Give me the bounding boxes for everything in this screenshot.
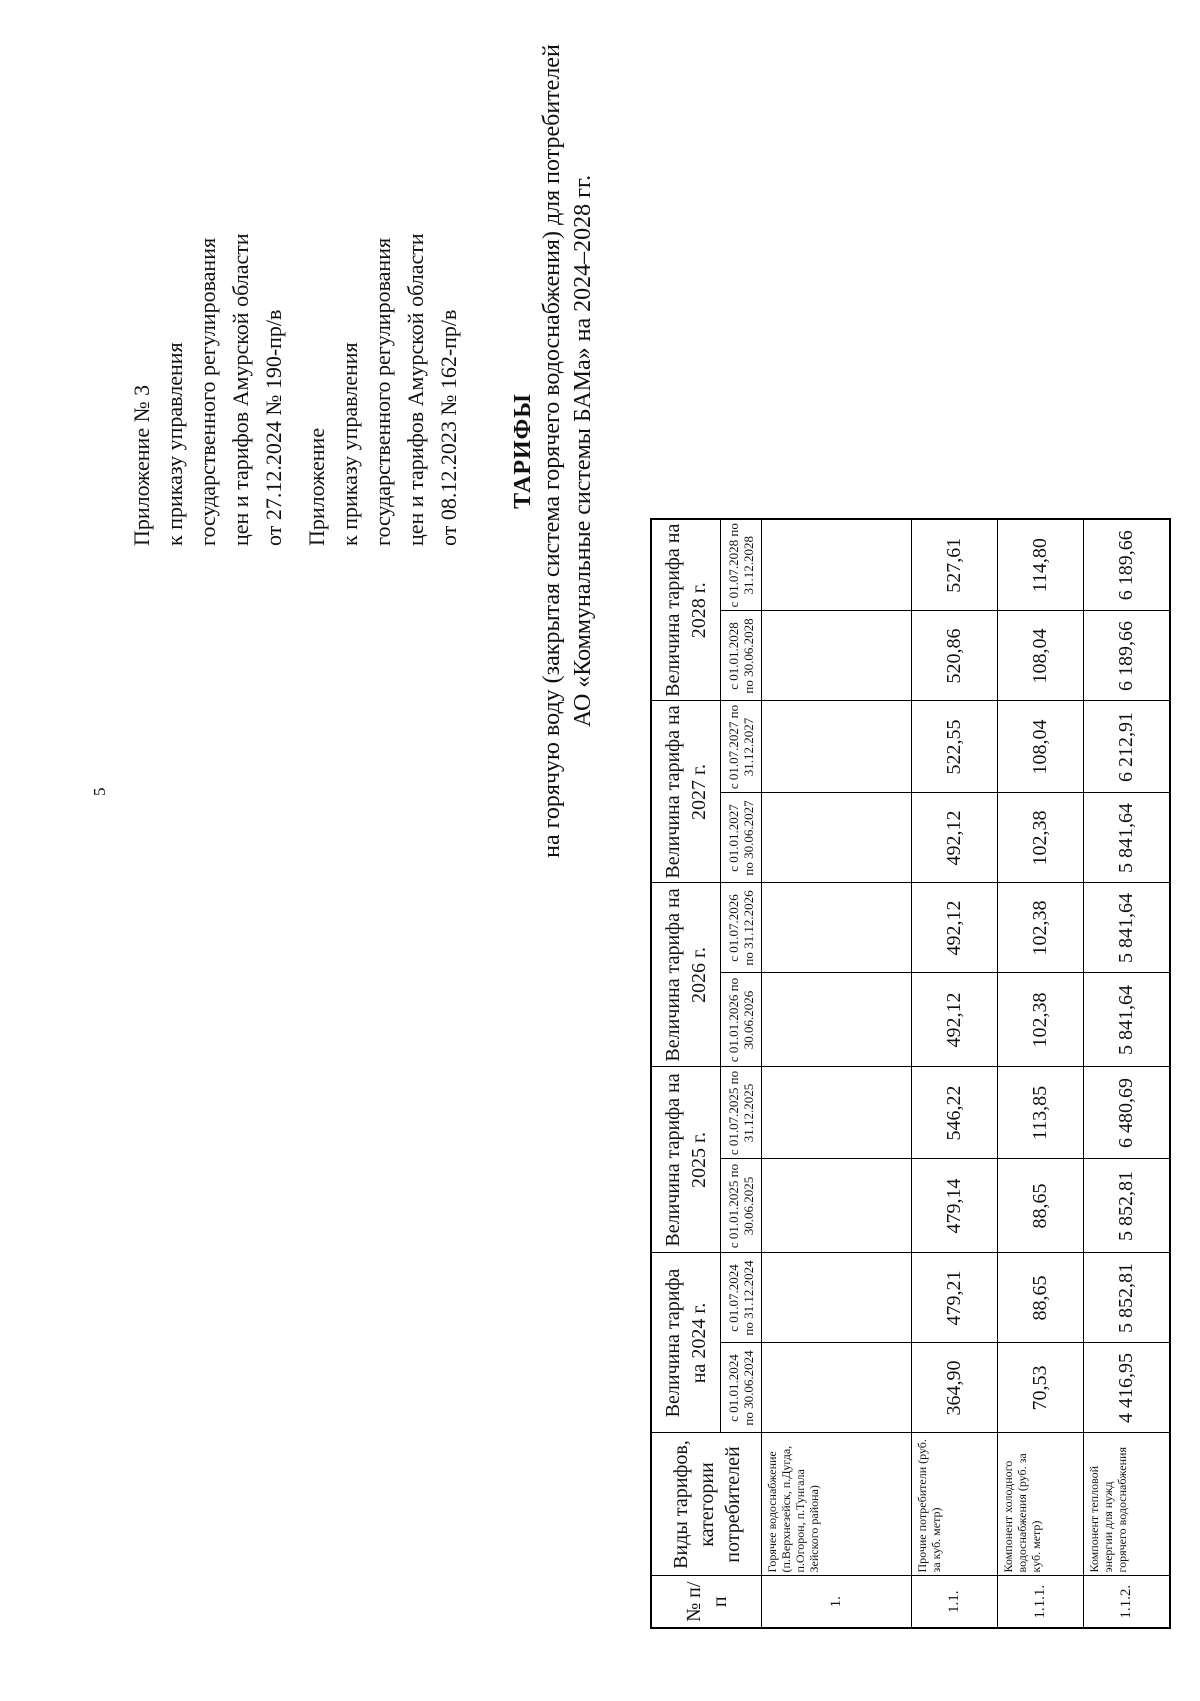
document-subtitle-line: АО «Коммунальные системы БАМа» на 2024–2028 гг.	[570, 174, 596, 728]
tariff-value: 5 852,81	[1084, 1159, 1171, 1253]
tariff-value: 520,86	[912, 611, 998, 701]
approval-line: к приказу управления	[337, 342, 362, 546]
tariff-value: 102,38	[998, 883, 1084, 973]
approval-line: от 08.12.2023 № 162-пр/в	[436, 309, 461, 546]
tariff-value	[762, 973, 912, 1067]
header-period: с 01.01.2027 по 30.06.2027	[721, 793, 762, 883]
approval-note-current	[125, 0, 290, 546]
tariff-value: 492,12	[912, 883, 998, 973]
tariff-value	[762, 611, 912, 701]
title-block	[510, 0, 599, 1101]
tariff-value: 5 841,64	[1084, 973, 1171, 1067]
tariff-value: 527,61	[912, 519, 998, 611]
approval-line: Приложение	[304, 427, 329, 546]
header-period: с 01.07.2025 по 31.12.2025	[721, 1067, 762, 1159]
table-row	[762, 519, 912, 1628]
tariff-value	[762, 519, 912, 611]
tariff-value	[762, 883, 912, 973]
table-row	[1084, 519, 1171, 1628]
tariff-value	[762, 701, 912, 793]
approval-line: цен и тарифов Амурской области	[403, 233, 428, 546]
row-number: 1.1.1.	[998, 1576, 1084, 1628]
approval-line: цен и тарифов Амурской области	[228, 233, 253, 546]
row-number: 1.	[762, 1576, 912, 1628]
header-period: с 01.07.2026 по 31.12.2026	[721, 883, 762, 973]
approval-line: Приложение № 3	[129, 384, 154, 546]
document-title: ТАРИФЫ	[510, 393, 536, 509]
tariff-value: 479,21	[912, 1253, 998, 1343]
approval-line: государственного регулирования	[195, 237, 220, 546]
row-number: 1.1.2.	[1084, 1576, 1171, 1628]
tariff-value: 546,22	[912, 1067, 998, 1159]
header-year: Величина тарифа на 2026 г.	[651, 883, 721, 1067]
tariff-value: 6 189,66	[1084, 519, 1171, 611]
approval-line: к приказу управления	[162, 342, 187, 546]
tariff-value: 6 480,69	[1084, 1067, 1171, 1159]
tariff-value: 108,04	[998, 611, 1084, 701]
header-year: Величина тарифа на 2025 г.	[651, 1067, 721, 1253]
row-category: Компонент холодного водоснабжения (руб. за куб. метр)	[998, 1433, 1084, 1576]
tariff-value	[762, 1253, 912, 1343]
tariff-value: 522,55	[912, 701, 998, 793]
tariff-value	[762, 1159, 912, 1253]
tariff-value: 108,04	[998, 701, 1084, 793]
document-subtitle-line: на горячую воду (закрытая система горячего водоснабжения) для потребителей	[539, 44, 565, 858]
row-number: 1.1.	[912, 1576, 998, 1628]
tariff-value: 492,12	[912, 973, 998, 1067]
tariff-value: 4 416,95	[1084, 1343, 1171, 1433]
header-year: Величина тарифа на 2027 г.	[651, 701, 721, 883]
header-period: с 01.01.2025 по 30.06.2025	[721, 1159, 762, 1253]
tariff-value	[762, 1343, 912, 1433]
header-category: Виды тарифов, категории потребителей	[651, 1433, 762, 1576]
row-category: Компонент тепловой энергии для нужд горячего водоснабжения	[1084, 1433, 1171, 1576]
tariff-table	[650, 518, 1171, 1629]
tariff-value: 70,53	[998, 1343, 1084, 1433]
tariff-value	[762, 1067, 912, 1159]
tariff-value: 5 852,81	[1084, 1253, 1171, 1343]
tariff-value: 102,38	[998, 793, 1084, 883]
approval-line: государственного регулирования	[370, 237, 395, 546]
header-period: с 01.01.2024 по 30.06.2024	[721, 1343, 762, 1433]
tariff-value: 364,90	[912, 1343, 998, 1433]
tariff-value: 88,65	[998, 1253, 1084, 1343]
table-header-row	[651, 519, 721, 1628]
tariff-value: 5 841,64	[1084, 793, 1171, 883]
tariff-value: 113,85	[998, 1067, 1084, 1159]
header-period: с 01.01.2028 по 30.06.2028	[721, 611, 762, 701]
tariff-value: 6 212,91	[1084, 701, 1171, 793]
tariff-value: 114,80	[998, 519, 1084, 611]
tariff-value	[762, 793, 912, 883]
header-period: с 01.07.2028 по 31.12.2028	[721, 519, 762, 611]
table-row	[998, 519, 1084, 1628]
header-period: с 01.01.2026 по 30.06.2026	[721, 973, 762, 1067]
tariff-value: 88,65	[998, 1159, 1084, 1253]
tariff-value: 479,14	[912, 1159, 998, 1253]
tariff-value: 5 841,64	[1084, 883, 1171, 973]
tariff-value: 102,38	[998, 973, 1084, 1067]
row-category: Горячее водоснабжение (п.Верхнезейск, п.Дугда, п.Огорон, п.Тунгала Зейского района)	[762, 1433, 912, 1576]
approval-line: от 27.12.2024 № 190-пр/в	[261, 309, 286, 546]
header-year: Величина тарифа на 2028 г.	[651, 519, 721, 701]
approval-note-previous	[300, 0, 465, 546]
tariff-value: 492,12	[912, 793, 998, 883]
header-period: с 01.07.2024 по 31.12.2024	[721, 1253, 762, 1343]
header-num: № п/п	[651, 1576, 762, 1628]
header-year: Величина тарифа на 2024 г.	[651, 1253, 721, 1433]
page-number: 5	[90, 787, 109, 796]
row-category: Прочие потребители (руб. за куб. метр)	[912, 1433, 998, 1576]
header-period: с 01.07.2027 по 31.12.2027	[721, 701, 762, 793]
table-row	[912, 519, 998, 1628]
tariff-value: 6 189,66	[1084, 611, 1171, 701]
